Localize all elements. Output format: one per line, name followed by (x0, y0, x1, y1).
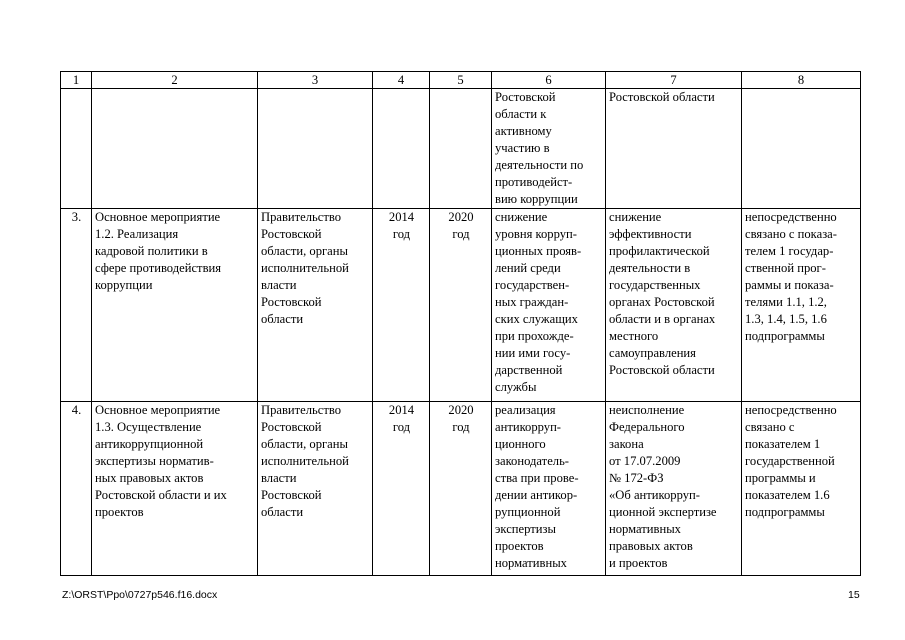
start-year: 2014 год (373, 209, 430, 402)
indicator-link: непосредственно связано с показателем 1 государственной программы и показателем 1.6 подпрограммы (742, 402, 861, 576)
end-year: 2020 год (430, 402, 492, 576)
page-number: 15 (848, 589, 860, 601)
measure-name: Основное мероприятие 1.3. Осуществление антикоррупционной экспертизы норматив- ных правовых актов Ростовской области и их проектов (92, 402, 258, 576)
indicator-link: непосредственно связано с показа- телем 1 государ- ственной прог- раммы и показа- телями 1.1, 1.2, 1.3, 1.4, 1.5, 1.6 подпрограммы (742, 209, 861, 402)
end-year (430, 89, 492, 209)
measure-name: Основное мероприятие 1.2. Реализация кадровой политики в сфере противодействия коррупции (92, 209, 258, 402)
start-year: 2014 год (373, 402, 430, 576)
non-implementation-consequences: неисполнение Федерального закона от 17.07.2009 № 172-ФЗ «Об антикорруп- ционной экспертизе нормативных правовых актов и проектов (606, 402, 742, 576)
end-year: 2020 год (430, 209, 492, 402)
table-row (61, 402, 861, 576)
footer-file-path: Z:\ORST\Ppo\0727p546.f16.docx (62, 589, 218, 601)
indicator-link (742, 89, 861, 209)
table-row (61, 209, 861, 402)
non-implementation-consequences: Ростовской области (606, 89, 742, 209)
table-row (61, 89, 861, 209)
measure-name (92, 89, 258, 209)
header-cell: 4 (373, 72, 430, 89)
row-number: 4. (61, 402, 92, 576)
header-cell: 6 (492, 72, 606, 89)
row-number (61, 89, 92, 209)
header-cell: 2 (92, 72, 258, 89)
header-row (61, 72, 861, 89)
header-cell: 3 (258, 72, 373, 89)
header-cell: 1 (61, 72, 92, 89)
header-cell: 8 (742, 72, 861, 89)
expected-result: снижение уровня корруп- ционных прояв- лений среди государствен- ных граждан- ских служащих при прохожде- нии ими госу- дарственной службы (492, 209, 606, 402)
header-cell: 5 (430, 72, 492, 89)
executor: Правительство Ростовской области, органы исполнительной власти Ростовской области (258, 209, 373, 402)
expected-result: Ростовской области к активному участию в деятельности по противодейст- вию коррупции (492, 89, 606, 209)
start-year (373, 89, 430, 209)
header-cell: 7 (606, 72, 742, 89)
executor (258, 89, 373, 209)
executor: Правительство Ростовской области, органы исполнительной власти Ростовской области (258, 402, 373, 576)
expected-result: реализация антикорруп- ционного законодатель- ства при прове- дении антикор- рупционной экспертизы проектов нормативных (492, 402, 606, 576)
measures-table (60, 71, 861, 576)
row-number: 3. (61, 209, 92, 402)
non-implementation-consequences: снижение эффективности профилактической деятельности в государственных органах Ростовской области и в органах местного самоуправления Ростовской области (606, 209, 742, 402)
